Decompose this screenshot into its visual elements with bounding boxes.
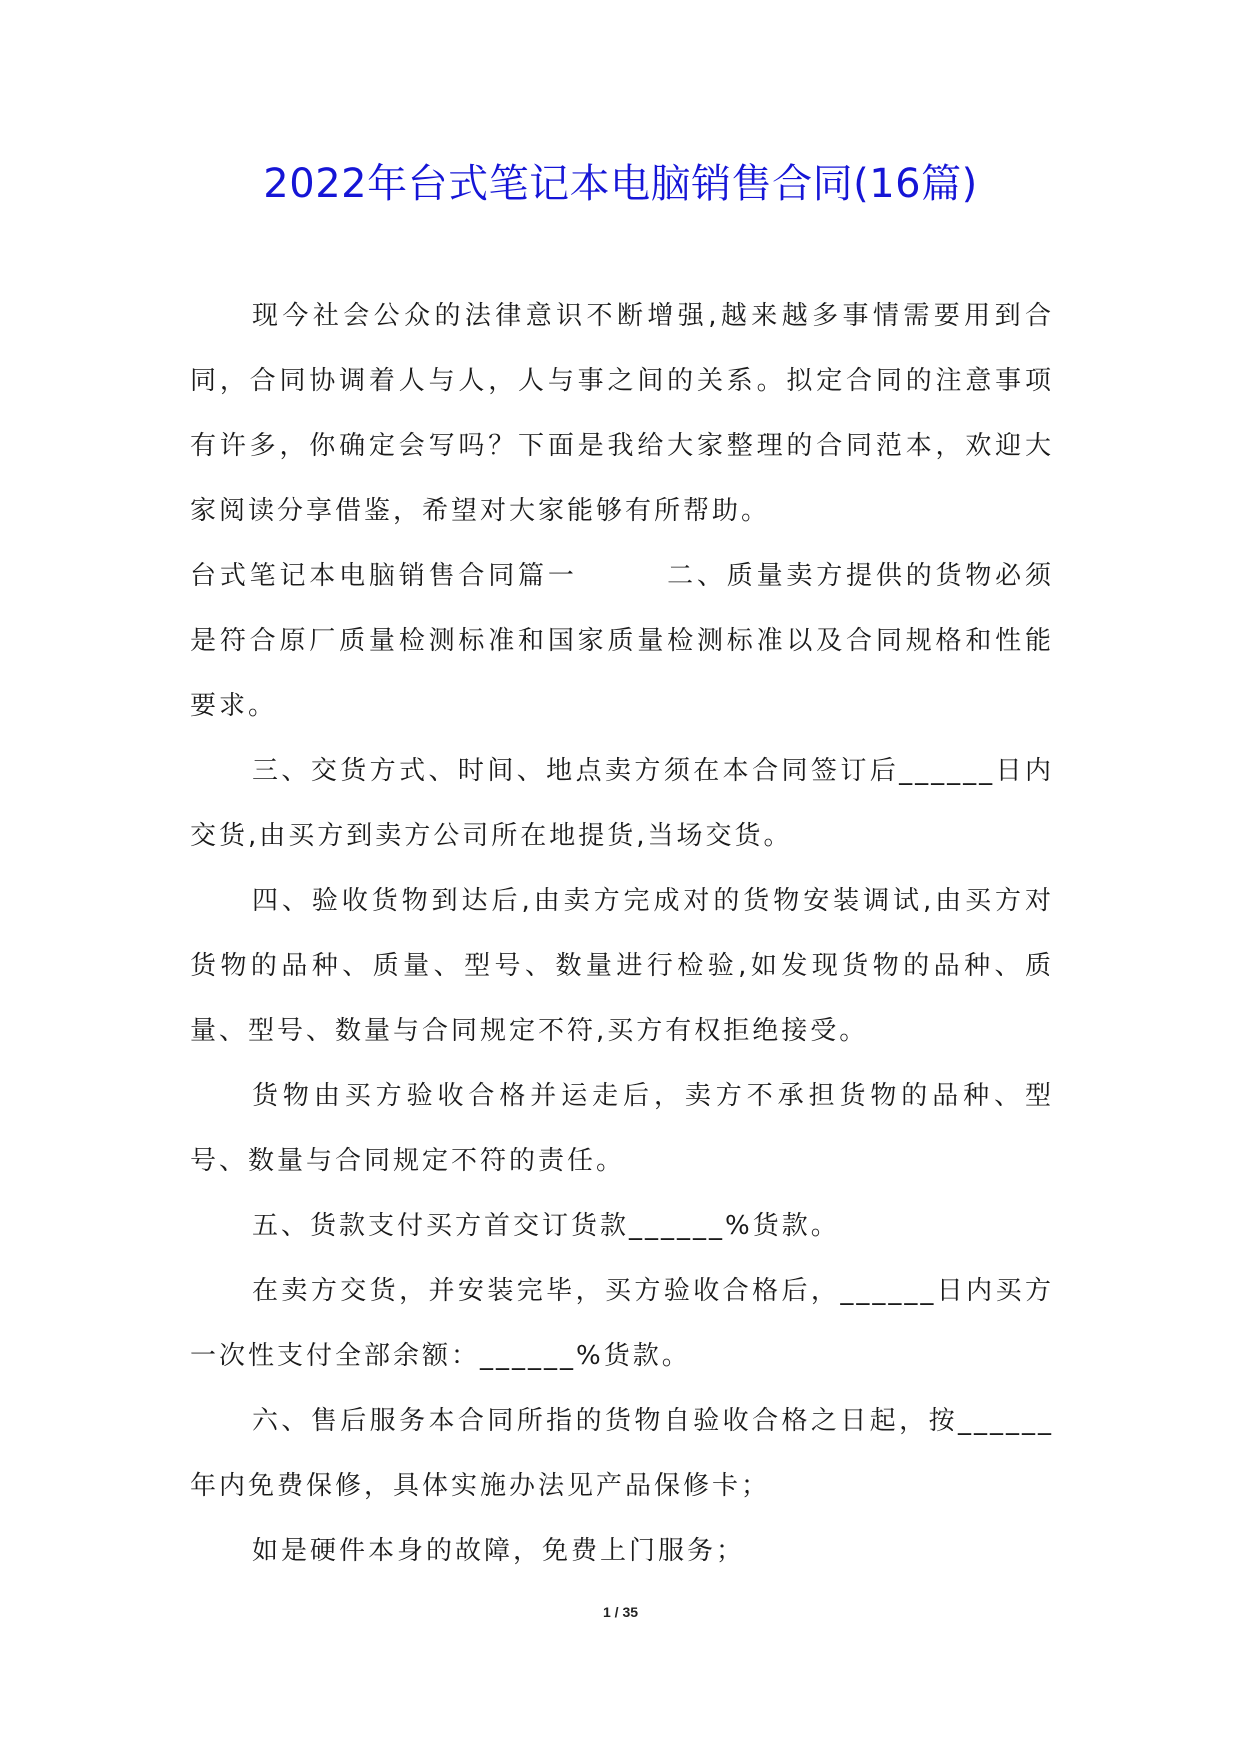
paragraph-after-sales: 六、售后服务本合同所指的货物自验收合格之日起，按______年内免费保修，具体实施办法见产品保修卡； bbox=[190, 1406, 1054, 1501]
paragraph-delivery: 三、交货方式、时间、地点卖方须在本合同签订后______日内交货,由买方到卖方公司所在地提货,当场交货。 bbox=[190, 756, 1054, 851]
paragraph-balance: 在卖方交货，并安装完毕，买方验收合格后，______日内买方一次性支付全部余额：______%货款。 bbox=[190, 1276, 1054, 1371]
paragraph-payment: 五、货款支付买方首交订货款______%货款。 bbox=[252, 1211, 840, 1241]
paragraph-section-one: 台式笔记本电脑销售合同篇一 二、质量卖方提供的货物必须是符合原厂质量检测标准和国家质量检测标准以及合同规格和性能要求。 bbox=[190, 561, 1054, 721]
document-body bbox=[190, 284, 1054, 1584]
paragraph-hardware-service: 如是硬件本身的故障，免费上门服务； bbox=[252, 1536, 746, 1566]
paragraph-inspection: 四、验收货物到达后,由卖方完成对的货物安装调试,由买方对货物的品种、质量、型号、数量进行检验,如发现货物的品种、质量、型号、数量与合同规定不符,买方有权拒绝接受。 bbox=[190, 886, 1054, 1046]
page-number: 1 / 35 bbox=[602, 1604, 639, 1620]
paragraph-intro: 现今社会公众的法律意识不断增强,越来越多事情需要用到合同，合同协调着人与人，人与事之间的关系。拟定合同的注意事项有许多，你确定会写吗？下面是我给大家整理的合同范本，欢迎大家阅读分享借鉴，希望对大家能够有所帮助。 bbox=[190, 301, 1054, 526]
paragraph-liability: 货物由买方验收合格并运走后，卖方不承担货物的品种、型号、数量与合同规定不符的责任。 bbox=[190, 1081, 1054, 1176]
document-title: 2022年台式笔记本电脑销售合同(16篇) bbox=[263, 161, 978, 207]
